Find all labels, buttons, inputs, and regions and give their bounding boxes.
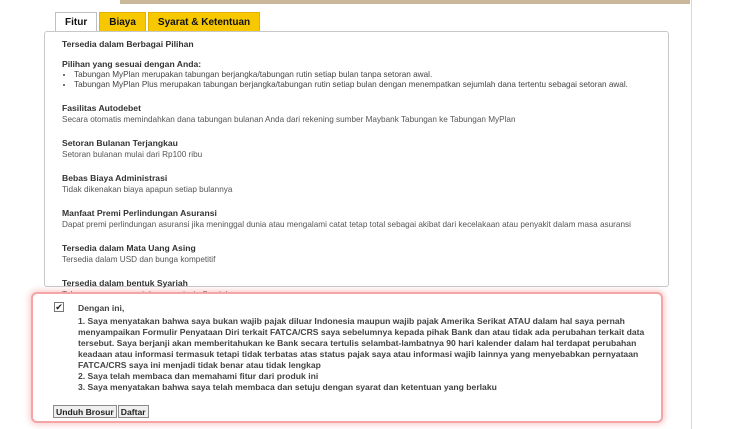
tab-biaya[interactable]: Biaya	[99, 12, 146, 32]
tab-bar	[55, 12, 262, 32]
section-text-biaya-admin: Tidak dikenakan biaya apapun setiap bulannya	[62, 185, 233, 194]
list-item: • Tabungan MyPlan merupakan tabungan berjangka/tabungan rutin setiap bulan tanpa setoran awal.	[74, 70, 668, 80]
section-text-setoran: Setoran bulanan mulai dari Rp100 ribu	[62, 150, 203, 159]
download-brochure-button[interactable]: Unduh Brosur	[53, 405, 117, 418]
section-title-mata-uang: Tersedia dalam Mata Uang Asing	[62, 243, 196, 253]
page-divider	[691, 0, 692, 429]
choice-list	[74, 70, 668, 90]
section-text-asuransi: Dapat premi perlindungan asuransi jika meninggal dunia atau mengalami catat tetap total sebagai akibat dari kecelakaan atau penyakit dalam masa asuransi	[62, 220, 631, 229]
header-image-strip	[120, 0, 690, 4]
register-button[interactable]: Daftar	[118, 405, 149, 418]
tab-syarat-ketentuan[interactable]: Syarat & Ketentuan	[148, 12, 260, 32]
consent-box	[31, 292, 663, 423]
section-text-mata-uang: Tersedia dalam USD dan bunga kompetitif	[62, 255, 216, 264]
section-title-setoran: Setoran Bulanan Terjangkau	[62, 138, 178, 148]
section-title-autodebet: Fasilitas Autodebet	[62, 103, 141, 113]
features-panel	[44, 31, 669, 287]
consent-intro: Dengan ini,	[78, 303, 125, 313]
button-row	[53, 405, 150, 418]
section-title-asuransi: Manfaat Premi Perlindungan Asuransi	[62, 208, 217, 218]
section-title-syariah: Tersedia dalam bentuk Syariah	[62, 278, 188, 288]
features-heading: Tersedia dalam Berbagai Pilihan	[62, 39, 194, 49]
section-title-biaya-admin: Bebas Biaya Administrasi	[62, 173, 168, 183]
tab-fitur[interactable]: Fitur	[55, 12, 97, 32]
choice-title: Pilihan yang sesuai dengan Anda:	[62, 59, 202, 69]
consent-text	[78, 303, 658, 393]
consent-statement-3: 3. Saya menyatakan bahwa saya telah membaca dan setuju dengan syarat dan ketentuan yang berlaku	[78, 382, 497, 392]
section-text-autodebet: Secara otomatis memindahkan dana tabungan bulanan Anda dari rekening sumber Maybank Tabungan ke Tabungan MyPlan	[62, 115, 516, 124]
list-item: • Tabungan MyPlan Plus merupakan tabungan berjangka/tabungan rutin setiap bulan dengan menempatkan sejumlah dana tertentu sebagai setoran awal.	[74, 80, 668, 90]
consent-checkbox[interactable]: ✔	[55, 302, 63, 312]
consent-statement-2: 2. Saya telah membaca dan memahami fitur dari produk ini	[78, 371, 319, 381]
consent-statement-1: 1. Saya menyatakan bahwa saya bukan wajib pajak diluar Indonesia maupun wajib pajak Amerika Serikat ATAU dalam hal saya pernah menyampaikan Formulir Penyataan Diri terkait FATCA/CRS saya sebelumnya kepada pihak Bank dan atau tidak ada perubahan terkait data tersebut. Saya berjanji akan memberitahukan ke Bank secara tertulis selambat-lambatnya 90 hari kalender dalam hal terdapat perubahan keadaan atau informasi termasuk tetapi tidak terbatas atas status pajak saya atau informasi wajib lainnya yang menyebabkan pernyataan FATCA/CRS saya ini menjadi tidak benar atau tidak lengkap	[78, 316, 645, 370]
